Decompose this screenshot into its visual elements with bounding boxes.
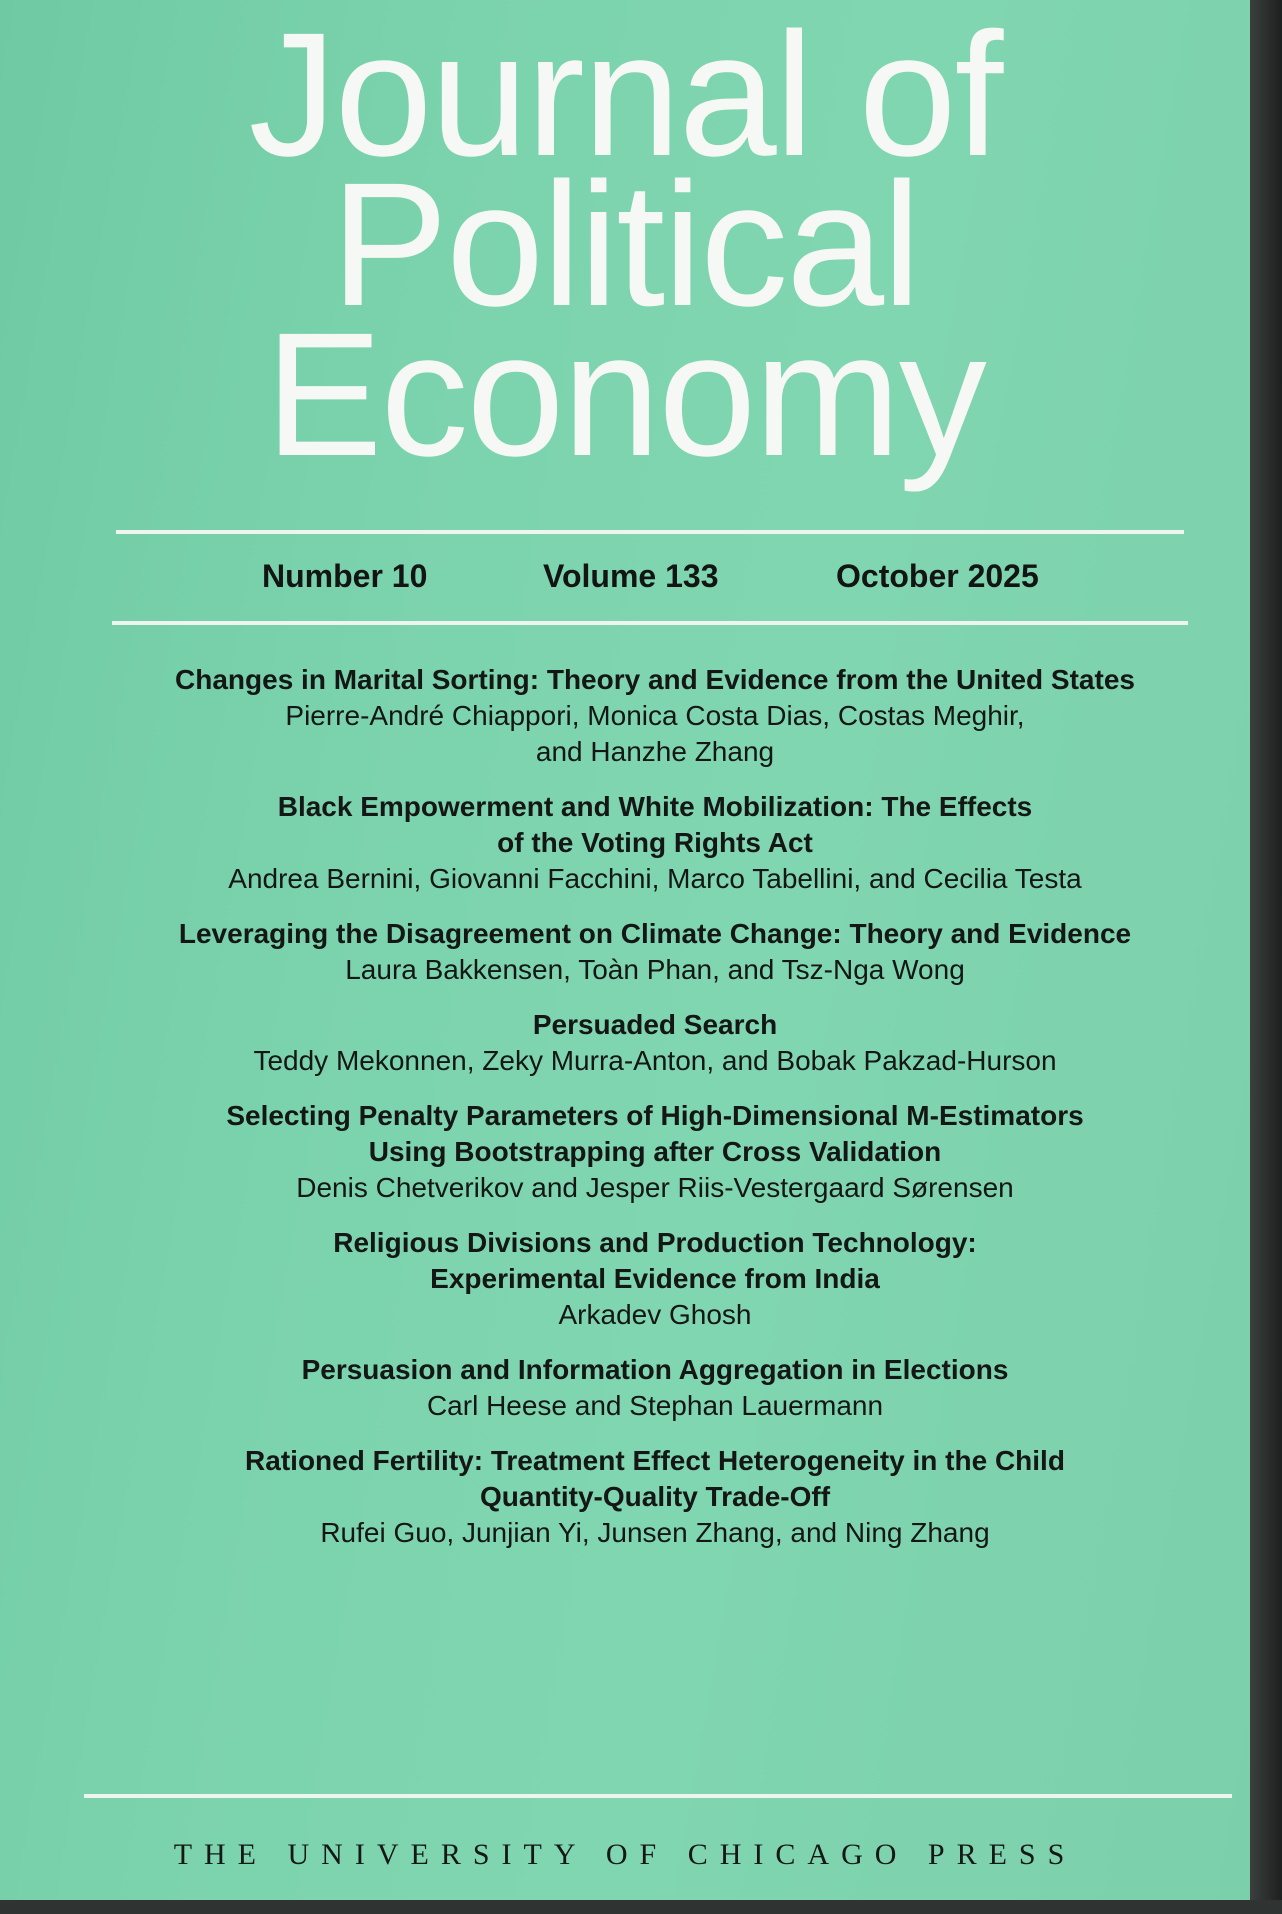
journal-title (0, 0, 1250, 493)
publisher-name: THE UNIVERSITY OF CHICAGO PRESS (173, 1838, 1077, 1871)
bottom-divider (84, 1794, 1232, 1798)
article-authors: Carl Heese and Stephan Lauermann (426, 1390, 884, 1421)
article-authors: Teddy Mekonnen, Zeky Murra-Anton, and Bobak Pakzad-Hurson (253, 1045, 1057, 1076)
article-title: Religious Divisions and Production Technology: Experimental Evidence from India (333, 1227, 977, 1294)
article-entry (100, 1098, 1210, 1206)
top-divider (116, 530, 1184, 534)
article-authors: Denis Chetverikov and Jesper Riis-Vestergaard Sørensen (296, 1172, 1014, 1203)
article-title: Leveraging the Disagreement on Climate Change: Theory and Evidence (178, 918, 1132, 949)
background-edge (1250, 0, 1282, 1914)
article-title: Black Empowerment and White Mobilization: The Effects of the Voting Rights Act (277, 791, 1033, 858)
article-title: Rationed Fertility: Treatment Effect Heterogeneity in the Child Quantity-Quality Trade-Off (245, 1445, 1065, 1512)
issue-info (0, 558, 1250, 604)
issue-volume: Volume 133 (543, 558, 719, 594)
article-entry (100, 789, 1210, 897)
article-entry (100, 1443, 1210, 1551)
issue-date: October 2025 (836, 558, 1039, 594)
issue-number: Number 10 (262, 558, 428, 594)
article-entry (100, 662, 1210, 770)
table-of-contents (100, 662, 1210, 1570)
article-authors: Andrea Bernini, Giovanni Facchini, Marco Tabellini, and Cecilia Testa (228, 863, 1082, 894)
article-authors: Pierre-André Chiappori, Monica Costa Dias, Costas Meghir, and Hanzhe Zhang (285, 700, 1025, 767)
article-title: Selecting Penalty Parameters of High-Dimensional M-Estimators Using Bootstrapping after Cross Validation (226, 1100, 1084, 1167)
article-title: Persuaded Search (532, 1009, 778, 1040)
journal-title-line-1: Journal of (248, 0, 1002, 193)
article-title: Changes in Marital Sorting: Theory and Evidence from the United States (175, 664, 1135, 695)
article-entry (100, 916, 1210, 988)
journal-title-line-3: Economy (265, 297, 985, 493)
article-entry (100, 1225, 1210, 1333)
article-authors: Arkadev Ghosh (558, 1299, 752, 1330)
journal-title-line-2: Political (330, 147, 920, 343)
article-entry (100, 1352, 1210, 1424)
background-bottom-edge (0, 1900, 1282, 1914)
article-title: Persuasion and Information Aggregation in Elections (301, 1354, 1009, 1385)
article-entry (100, 1007, 1210, 1079)
article-authors: Rufei Guo, Junjian Yi, Junsen Zhang, and Ning Zhang (320, 1517, 990, 1548)
article-authors: Laura Bakkensen, Toàn Phan, and Tsz-Nga Wong (345, 954, 965, 985)
middle-divider (112, 621, 1188, 625)
